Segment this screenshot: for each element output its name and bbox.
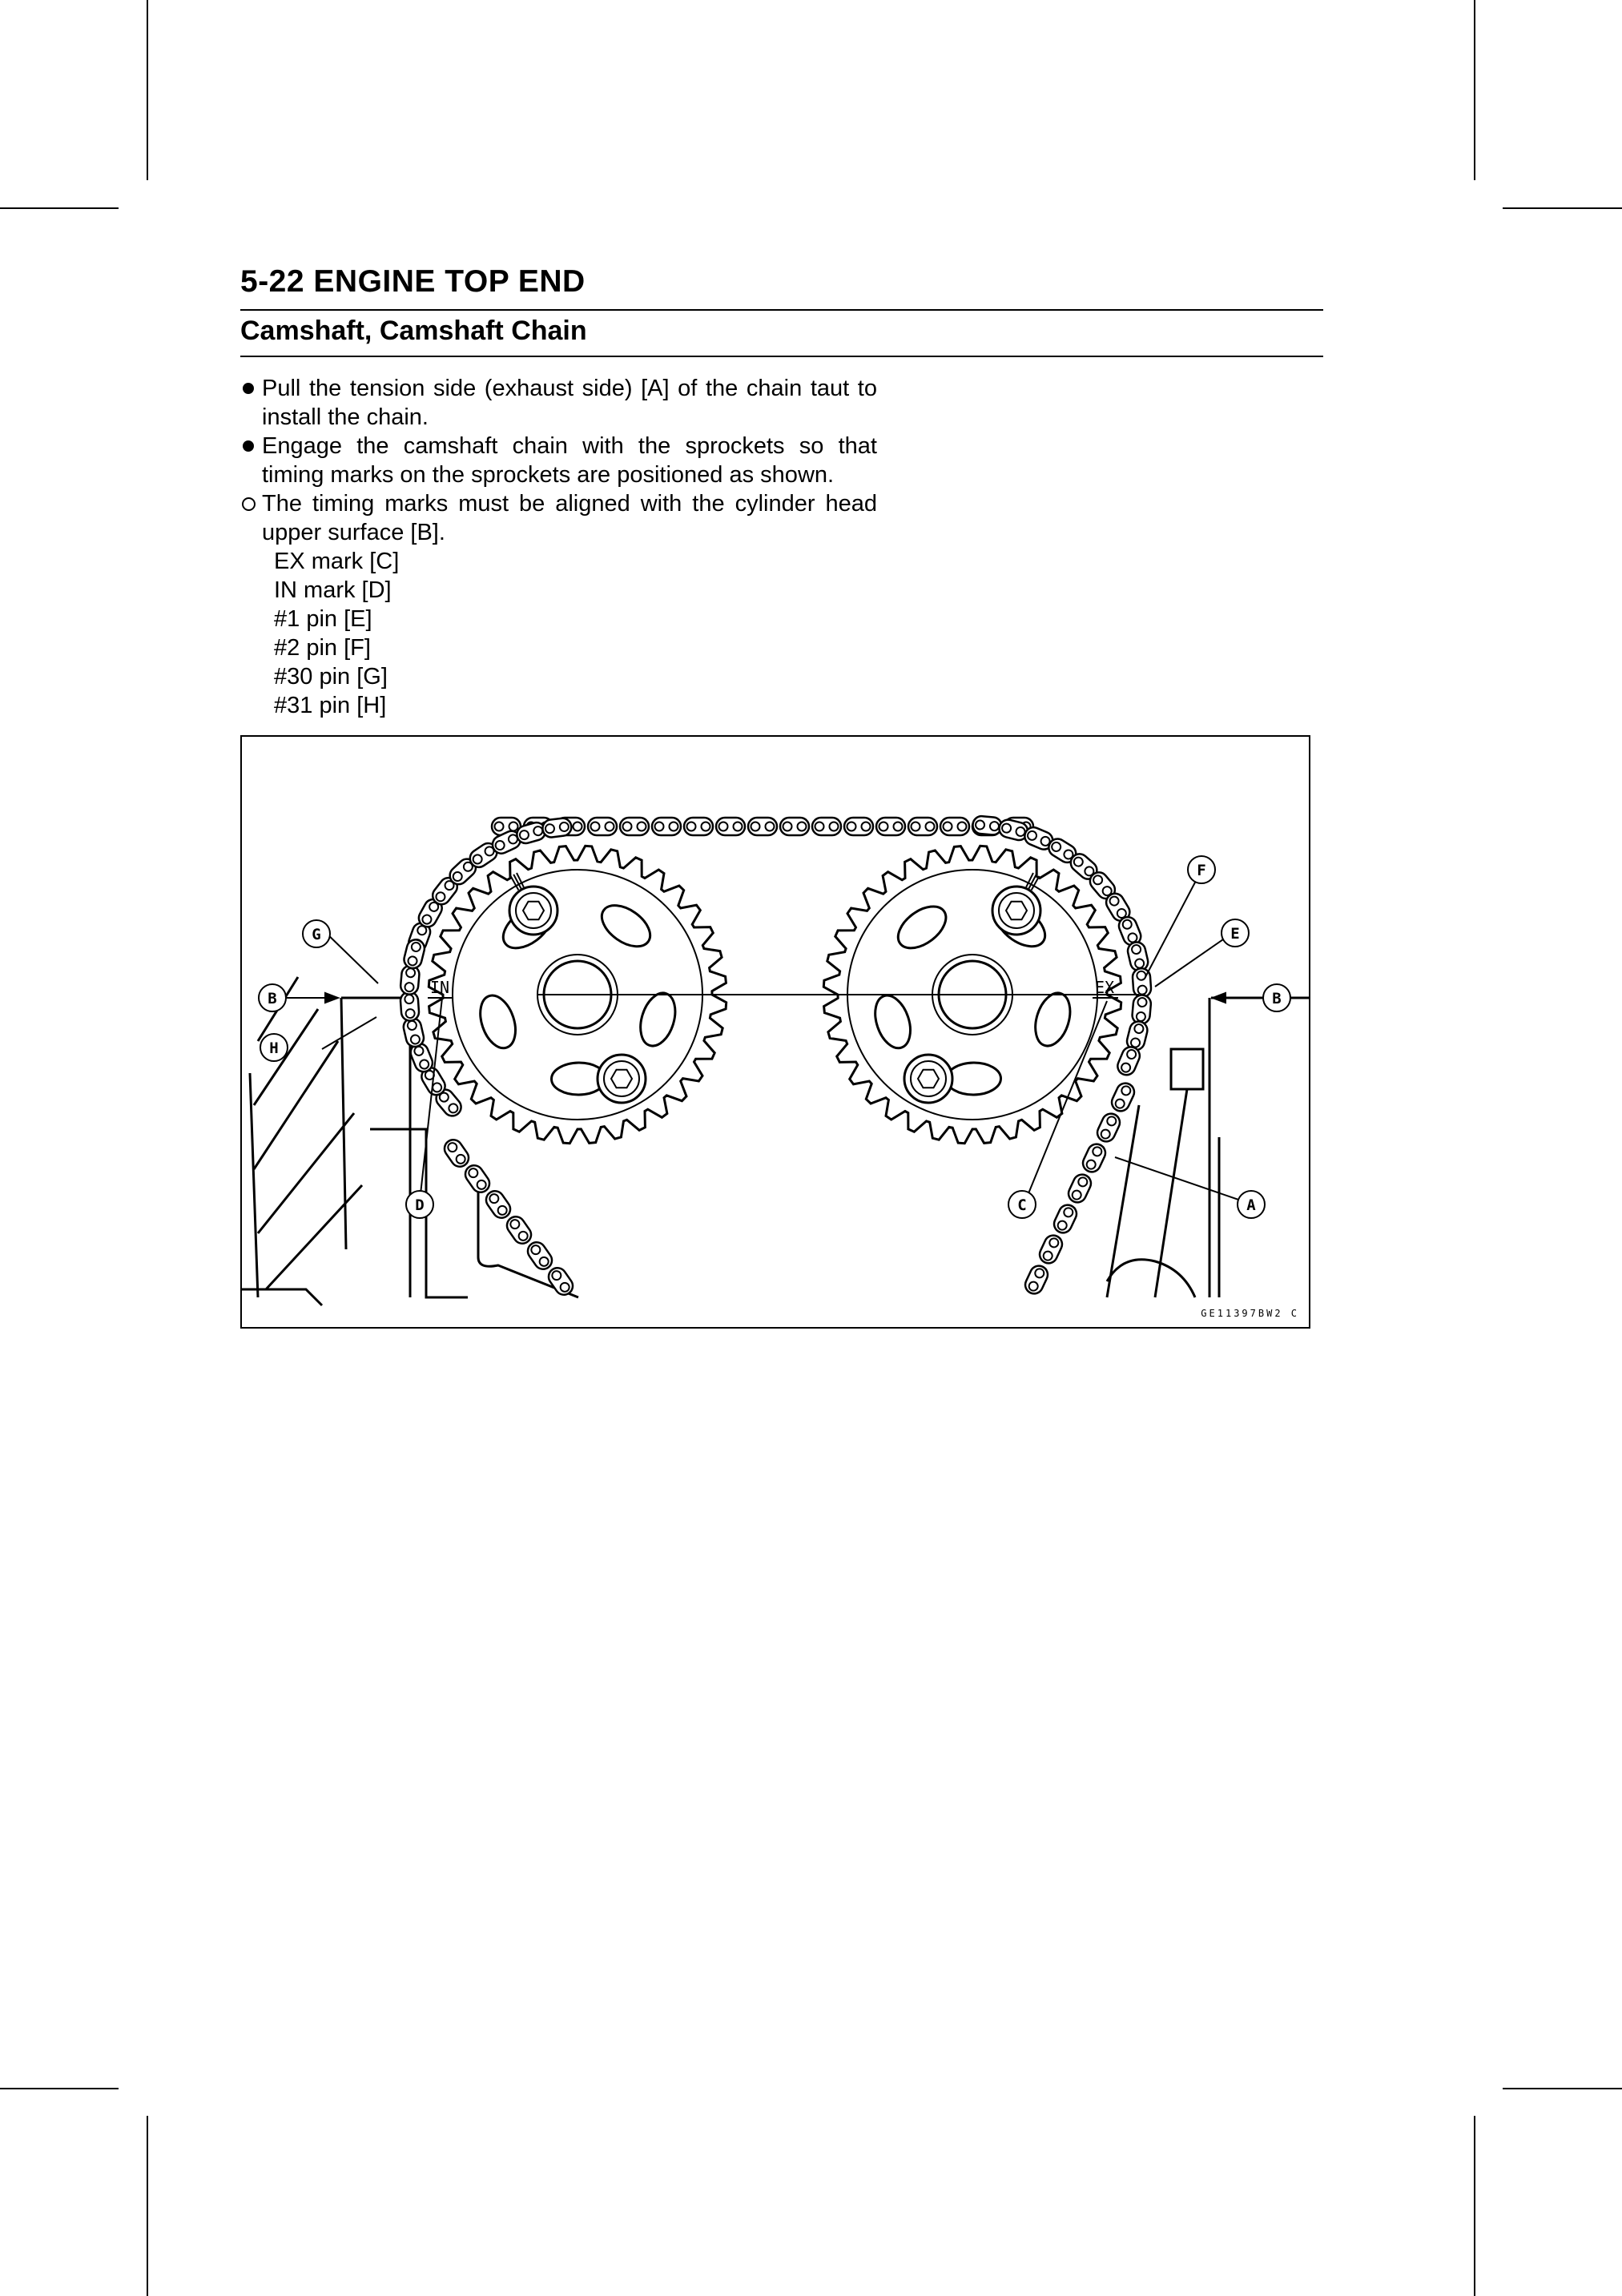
callout-b-right-label: B (1272, 990, 1282, 1007)
legend-item: #30 pin [G] (274, 664, 388, 690)
callout-b-left (259, 984, 286, 1011)
instructions (240, 374, 877, 720)
instruction-item (240, 489, 877, 547)
chain-pin (1137, 971, 1146, 980)
chain-link (588, 818, 617, 835)
legend-item: #1 pin [E] (274, 606, 372, 632)
chain-link (1132, 995, 1152, 1025)
chain-link (812, 818, 841, 835)
crop-mark (0, 207, 119, 209)
chain-plate (1080, 1141, 1108, 1175)
chain-pin (734, 822, 743, 831)
chain-pin (958, 822, 967, 831)
callout-a (1238, 1191, 1265, 1218)
crop-mark (147, 0, 148, 180)
in-mark-label: IN (430, 978, 450, 997)
chain-link (400, 965, 420, 995)
chain-link (876, 818, 905, 835)
chain-link (545, 1265, 577, 1298)
chain-pin (606, 822, 614, 831)
ex-mark-label: EX (1095, 978, 1115, 997)
chain-pin (404, 983, 414, 992)
callout-b-right (1263, 984, 1290, 1011)
legend-item: #2 pin [F] (274, 635, 371, 661)
chain-link (780, 818, 809, 835)
callout-c-label: C (1017, 1196, 1027, 1214)
chain-plate (441, 1136, 473, 1170)
chain-link (541, 817, 572, 838)
chain-link (844, 818, 873, 835)
chain-link (716, 818, 745, 835)
callout-c (1008, 1191, 1036, 1218)
header-rule (240, 309, 1323, 311)
callout-f-label: F (1197, 862, 1206, 879)
instruction-text: The timing marks must be aligned with the cylinder head upper surface [B]. (262, 491, 877, 545)
cylinder-head (242, 977, 1309, 1305)
crop-mark (147, 2116, 148, 2296)
instruction-text: Engage the camshaft chain with the sprockets so that timing marks on the sprockets are positioned as shown. (262, 433, 877, 488)
crop-mark (1503, 207, 1622, 209)
chain-link (504, 1213, 535, 1247)
chain-pin (1137, 998, 1147, 1007)
chain-pin (766, 822, 775, 831)
chain-pin (830, 822, 839, 831)
chain-link (620, 818, 649, 835)
chain-pin (623, 822, 632, 831)
chain-link (748, 818, 777, 835)
chain-pin (687, 822, 696, 831)
chain-pin (798, 822, 807, 831)
instruction-text: Pull the tension side (exhaust side) [A] of the chain taut to install the chain. (262, 376, 877, 430)
chain-link (940, 818, 969, 835)
callout-a-label: A (1246, 1196, 1256, 1214)
page-title: 5-22 ENGINE TOP END (240, 264, 586, 299)
chain-plate (1094, 1111, 1122, 1144)
chain-link (908, 818, 937, 835)
legend-item: #31 pin [H] (274, 693, 387, 718)
chain-plate (1051, 1202, 1079, 1236)
crop-mark (1474, 2116, 1475, 2296)
chain-pin (495, 822, 504, 831)
chain-plate (545, 1265, 577, 1298)
chain-link (1109, 1080, 1137, 1114)
chain-plate (483, 1188, 514, 1221)
callout-h-label: H (269, 1039, 279, 1057)
chain-link (1051, 1202, 1079, 1236)
legend-item: EX mark [C] (274, 549, 400, 574)
callout-d (406, 1191, 433, 1218)
chain-pin (406, 968, 416, 978)
chain-pin (894, 822, 903, 831)
chain-link (525, 1239, 556, 1273)
chain-pin (990, 822, 1000, 831)
chain-link (1080, 1141, 1108, 1175)
instruction-item (240, 374, 877, 432)
crop-mark (1474, 0, 1475, 180)
figure-code: GE11397BW2 C (1201, 1308, 1299, 1319)
callout-g-label: G (312, 926, 321, 943)
chain-link (652, 818, 681, 835)
chain-link (1022, 1263, 1050, 1297)
chain-pin (751, 822, 760, 831)
callout-h (260, 1034, 288, 1061)
chain-pin (405, 1009, 415, 1019)
chain-pin (670, 822, 678, 831)
crop-mark (0, 2088, 119, 2089)
chain-link (402, 1016, 426, 1048)
instruction-item (240, 432, 877, 489)
figure-drawing (242, 737, 1309, 1327)
crop-mark (1503, 2088, 1622, 2089)
chain-link (1036, 1232, 1065, 1266)
chain-pin (976, 820, 985, 830)
chain-link (972, 815, 1003, 835)
section-rule (240, 356, 1323, 357)
chain-pin (912, 822, 920, 831)
chain-pin (719, 822, 728, 831)
chain-pin (783, 822, 792, 831)
chain-pin (1136, 1012, 1145, 1022)
chain-pin (574, 822, 582, 831)
chain-link (483, 1188, 514, 1221)
chain-link (1126, 940, 1150, 972)
chain-pin (944, 822, 952, 831)
callout-g (303, 920, 330, 947)
section-title: Camshaft, Camshaft Chain (240, 316, 587, 346)
chain-link (400, 991, 419, 1021)
chain-pin (847, 822, 856, 831)
chain-plate (504, 1213, 535, 1247)
chain-pin (862, 822, 871, 831)
chain-pin (404, 995, 414, 1004)
chain-pin (545, 824, 554, 834)
chain-pin (815, 822, 824, 831)
chain-pin (879, 822, 888, 831)
chain-plate (1109, 1080, 1137, 1114)
chain-pin (1137, 985, 1147, 995)
legend-item: IN mark [D] (274, 577, 392, 603)
chain-pin (591, 822, 600, 831)
chain-link (462, 1162, 493, 1196)
chain-link (441, 1136, 473, 1170)
camshaft-chain-figure (240, 735, 1310, 1329)
chain-link (684, 818, 713, 835)
chain-plate (462, 1162, 493, 1196)
chain-plate (525, 1239, 556, 1273)
callout-e-label: E (1230, 925, 1240, 943)
chain-pin (655, 822, 664, 831)
callout-e (1222, 919, 1249, 947)
chain-plate (1022, 1263, 1050, 1297)
chain-plate (1065, 1172, 1093, 1205)
chain-pin (926, 822, 935, 831)
chain-pin (559, 822, 569, 831)
chain-link (1094, 1111, 1122, 1144)
chain-pin (702, 822, 710, 831)
chain-pin (509, 822, 518, 831)
chain-link (402, 938, 426, 970)
chain-pin (638, 822, 646, 831)
callout-b-left-label: B (268, 990, 277, 1007)
callout-f (1188, 856, 1215, 883)
chain-link (1065, 1172, 1093, 1205)
callout-d-label: D (415, 1196, 425, 1214)
chain-plate (1036, 1232, 1065, 1266)
